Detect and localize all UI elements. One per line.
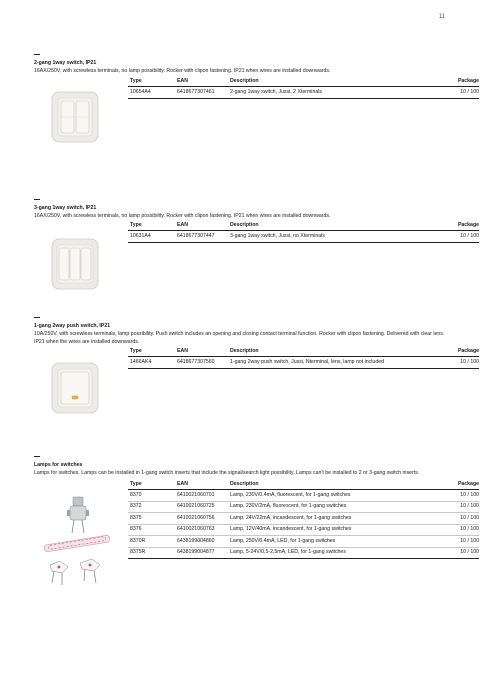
section-description: Lamps for switches. Lamps can be installed in 1-gang switch inserts that include the signal/search light possibility. Lamps can't be installed to 2 or 3-gang switch inserts. (34, 470, 420, 476)
table-row (128, 231, 479, 243)
cell-type: 10654A4 (128, 87, 175, 99)
cell-type: 8370R (128, 536, 175, 548)
header-ean: EAN (175, 348, 228, 357)
cell-type: 8372 (128, 501, 175, 513)
header-description: Description (228, 222, 430, 231)
led-clip-lamp-shape (50, 561, 68, 585)
lamps-image (40, 493, 120, 593)
section-title: Lamps for switches (34, 462, 83, 468)
header-description: Description (228, 78, 430, 87)
cell-type: 8376 (128, 524, 175, 536)
table-row (128, 501, 479, 513)
table-row (128, 87, 479, 99)
cell-ean: 6418677307560 (175, 357, 228, 369)
table-row (128, 513, 479, 525)
cell-description: Lamp, 230V/2mA, fluorescent, for 1-gang switches (228, 501, 430, 513)
cell-type: 8370 (128, 490, 175, 502)
product-section-3gang (34, 199, 479, 296)
section-description: 16AX/250V, with screwless terminals, no lamp possibility. Rocker with clipon fastening. IP21 when wires are installed downwards. (34, 213, 331, 219)
cell-ean: 6410021060725 (175, 501, 228, 513)
section-dash (34, 54, 40, 55)
cell-package: 10 / 100 (430, 536, 479, 548)
header-type: Type (128, 78, 175, 87)
table-row (128, 357, 479, 369)
product-section-push-switch (34, 317, 479, 432)
table-row (128, 547, 479, 559)
section-title: 3-gang 1way switch, IP21 (34, 205, 97, 211)
switch-2gang-image (50, 89, 100, 147)
header-ean: EAN (175, 481, 228, 490)
header-ean: EAN (175, 78, 228, 87)
cell-ean: 6438199004877 (175, 547, 228, 559)
cell-description: 2-gang 1way switch, Jussi, 2 Xterminals (228, 87, 430, 99)
cell-package: 10 / 100 (430, 231, 479, 243)
cell-ean: 6410021060763 (175, 524, 228, 536)
push-switch-image (50, 360, 100, 418)
section-dash (34, 456, 40, 457)
header-package: Package (430, 222, 479, 231)
cell-description: Lamp, 24V/22mA, incandescent, for 1-gang switches (228, 513, 430, 525)
cell-type: 8375 (128, 513, 175, 525)
tube-lamp-shape (44, 535, 110, 552)
product-section-lamps (34, 456, 479, 593)
switch-3gang-image (50, 236, 100, 294)
spec-table (128, 78, 479, 99)
cell-ean: 6410021060756 (175, 513, 228, 525)
cell-ean: 6410021060701 (175, 490, 228, 502)
header-type: Type (128, 348, 175, 357)
header-type: Type (128, 222, 175, 231)
section-description: 10A/250V, with screwless terminals, lamp possibility. Push switch includes an opening and closing contact terminal function. Rocker with clipon fastening. Delivered with clear lens. IP21 when the wires are installed downwards. (34, 331, 445, 345)
cell-package: 10 / 100 (430, 501, 479, 513)
spec-table (128, 348, 479, 369)
cell-ean: 6418677307447 (175, 231, 228, 243)
section-title: 2-gang 1way switch, IP21 (34, 60, 97, 66)
cell-package: 10 / 100 (430, 87, 479, 99)
cell-type: 10631A4 (128, 231, 175, 243)
header-ean: EAN (175, 222, 228, 231)
section-title: 1-gang 2way push switch, IP21 (34, 323, 111, 329)
cell-package: 10 / 100 (430, 547, 479, 559)
header-description: Description (228, 348, 430, 357)
cell-description: Lamp, 5-24V/0,5-2,5mA, LED, for 1-gang switches (228, 547, 430, 559)
table-row (128, 524, 479, 536)
table-row (128, 490, 479, 502)
cell-package: 10 / 100 (430, 357, 479, 369)
cell-package: 10 / 100 (430, 513, 479, 525)
spec-table (128, 481, 479, 559)
header-type: Type (128, 481, 175, 490)
cell-ean: 6418677307461 (175, 87, 228, 99)
cell-description: Lamp, 230V/0.4mA, fluorescent, for 1-gang switches (228, 490, 430, 502)
table-row (128, 536, 479, 548)
product-section-2gang (34, 54, 479, 151)
socket-lamp-shape (67, 497, 89, 533)
led-clip-lamp-shape (80, 559, 100, 583)
spec-table (128, 222, 479, 243)
header-description: Description (228, 481, 430, 490)
page-number: 11 (438, 14, 445, 20)
cell-ean: 6438199004860 (175, 536, 228, 548)
header-package: Package (430, 78, 479, 87)
cell-description: 3-gang 1way switch, Jussi, no Xterminals (228, 231, 430, 243)
section-dash (34, 199, 40, 200)
cell-description: Lamp, 12V/40mA, incandescent, for 1-gang switches (228, 524, 430, 536)
cell-type: 1466AK4 (128, 357, 175, 369)
cell-package: 10 / 100 (430, 490, 479, 502)
header-package: Package (430, 481, 479, 490)
cell-type: 8375R (128, 547, 175, 559)
cell-description: Lamp, 250V/0.4mA, LED, for 1-gang switches (228, 536, 430, 548)
header-package: Package (430, 348, 479, 357)
section-dash (34, 317, 40, 318)
section-description: 16AX/250V, with screwless terminals, no lamp possibility. Rocker with clipon fastening. IP21 when wires are installed downwards. (34, 68, 331, 74)
cell-package: 10 / 100 (430, 524, 479, 536)
cell-description: 1-gang 2way push switch, Jussi, Nterminal, lens, lamp not included (228, 357, 430, 369)
